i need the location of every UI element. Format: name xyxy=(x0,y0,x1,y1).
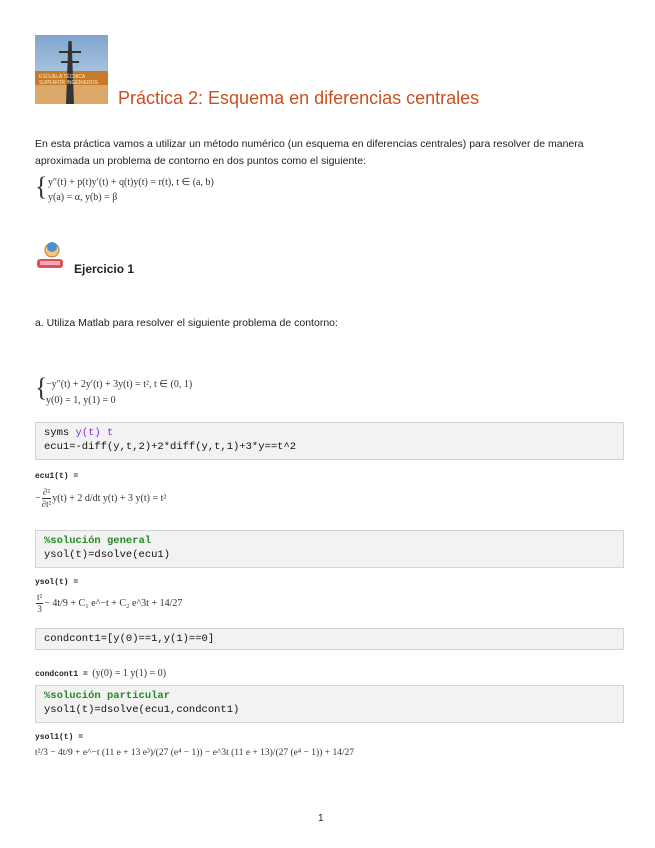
general-equation: y″(t) + p(t)y′(t) + q(t)y(t) = r(t), t ∈ (a, b) xyxy=(48,177,214,188)
code-block-4[interactable]: %solución particular ysol1(t)=dsolve(ecu1,condcont1) xyxy=(35,685,624,723)
general-boundary: y(a) = α, y(b) = β xyxy=(48,192,118,203)
output-label-ysol1: ysol1(t) = xyxy=(35,733,84,742)
exercise-question: a. Utiliza Matlab para resolver el siguiente problema de contorno: xyxy=(35,317,338,329)
output-label-ysol: ysol(t) = xyxy=(35,578,79,587)
school-logo xyxy=(35,35,108,104)
logo-text: ESCUELA TÉCNICA SUPERIOR INGENIEROS xyxy=(39,74,98,86)
exercise-equation: −y″(t) + 2y′(t) + 3y(t) = t², t ∈ (0, 1) xyxy=(46,379,193,390)
page-title: Práctica 2: Esquema en diferencias centrales xyxy=(118,88,480,108)
output-ysol: $\frac{\text{t²}}{3}$ − 4t/9 + C₁ e^−t + C₂ e^3t + 14/27 xyxy=(37,592,183,614)
output-label-ecu1: ecu1(t) = xyxy=(35,472,79,481)
output-condcont: condcont1 = (y(0) = 1 y(1) = 0) xyxy=(35,668,167,679)
output-ysol1: t²/3 − 4t/9 + e^−t (11 e + 13 e³)/(27 (e⁴ − 1)) − e^3t (11 e + 13)/(27 (e⁴ − 1)) + 14/27 xyxy=(35,748,355,758)
brace-icon: { xyxy=(35,373,48,402)
exercise-boundary: y(0) = 1, y(1) = 0 xyxy=(46,395,116,406)
code-block-1[interactable]: syms y(t) t ecu1=-diff(y,t,2)+2*diff(y,t,1)+3*y==t^2 xyxy=(35,422,624,460)
student-icon xyxy=(35,242,65,270)
exercise-title: Ejercicio 1 xyxy=(74,262,135,276)
brace-icon: { xyxy=(35,172,48,201)
code-block-2[interactable]: %solución general ysol(t)=dsolve(ecu1) xyxy=(35,530,624,568)
code-block-3[interactable]: condcont1=[y(0)==1,y(1)==0] xyxy=(35,628,624,650)
output-ecu1: − $\frac{\text{∂²}}{\text{∂t²}}$ y(t) + 2 d/dt y(t) + 3 y(t) = t² xyxy=(35,487,167,509)
intro-paragraph: En esta práctica vamos a utilizar un método numérico (un esquema en diferencias centrales) para resolver de manera aproximada un problema de contorno en dos puntos como el siguiente: xyxy=(35,138,584,167)
page-number: 1 xyxy=(318,813,324,824)
